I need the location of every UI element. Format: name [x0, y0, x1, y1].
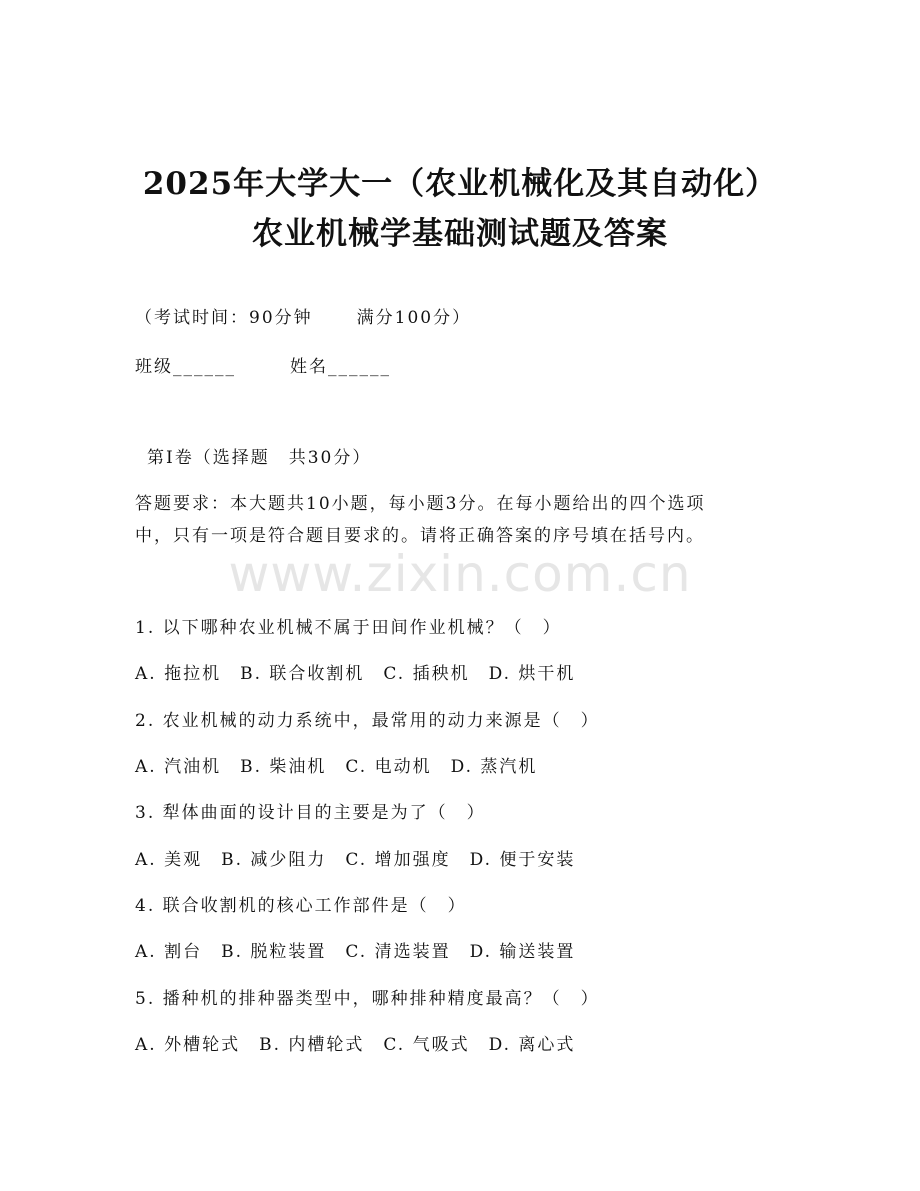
- question-stem: 5. 播种机的排种器类型中，哪种排种精度最高？（ ）: [135, 989, 600, 1009]
- document-title-line-2: 农业机械学基础测试题及答案: [252, 216, 668, 252]
- class-field: 班级______: [135, 357, 236, 377]
- watermark: www.zixin.com.cn: [228, 545, 692, 603]
- question-stem: 3. 犁体曲面的设计目的主要是为了（ ）: [135, 803, 486, 823]
- question-stem: 4. 联合收割机的核心工作部件是（ ）: [135, 896, 467, 916]
- question-options: A. 拖拉机 B. 联合收割机 C. 插秧机 D. 烘干机: [135, 664, 576, 684]
- exam-full-score: 满分100分）: [356, 308, 472, 328]
- question-stem: 1. 以下哪种农业机械不属于田间作业机械？（ ）: [135, 618, 562, 638]
- exam-info: [135, 303, 471, 328]
- question-options: A. 汽油机 B. 柴油机 C. 电动机 D. 蒸汽机: [135, 757, 538, 777]
- exam-time: （考试时间：90分钟: [135, 308, 313, 328]
- question-options: A. 外槽轮式 B. 内槽轮式 C. 气吸式 D. 离心式: [135, 1035, 576, 1055]
- question-stem: 2. 农业机械的动力系统中，最常用的动力来源是（ ）: [135, 711, 600, 731]
- instructions-line-2: 中，只有一项是符合题目要求的。请将正确答案的序号填在括号内。: [135, 526, 705, 546]
- instructions-line-1: 答题要求：本大题共10小题，每小题3分。在每小题给出的四个选项: [135, 494, 706, 514]
- document-title-line-1: 2025年大学大一（农业机械化及其自动化）: [142, 166, 778, 202]
- question-options: A. 割台 B. 脱粒装置 C. 清选装置 D. 输送装置: [135, 942, 576, 962]
- question-options: A. 美观 B. 减少阻力 C. 增加强度 D. 便于安装: [135, 850, 576, 870]
- name-field: 姓名______: [290, 357, 391, 377]
- student-info: [135, 352, 391, 377]
- section-heading: 第Ⅰ卷（选择题 共30分）: [147, 448, 372, 468]
